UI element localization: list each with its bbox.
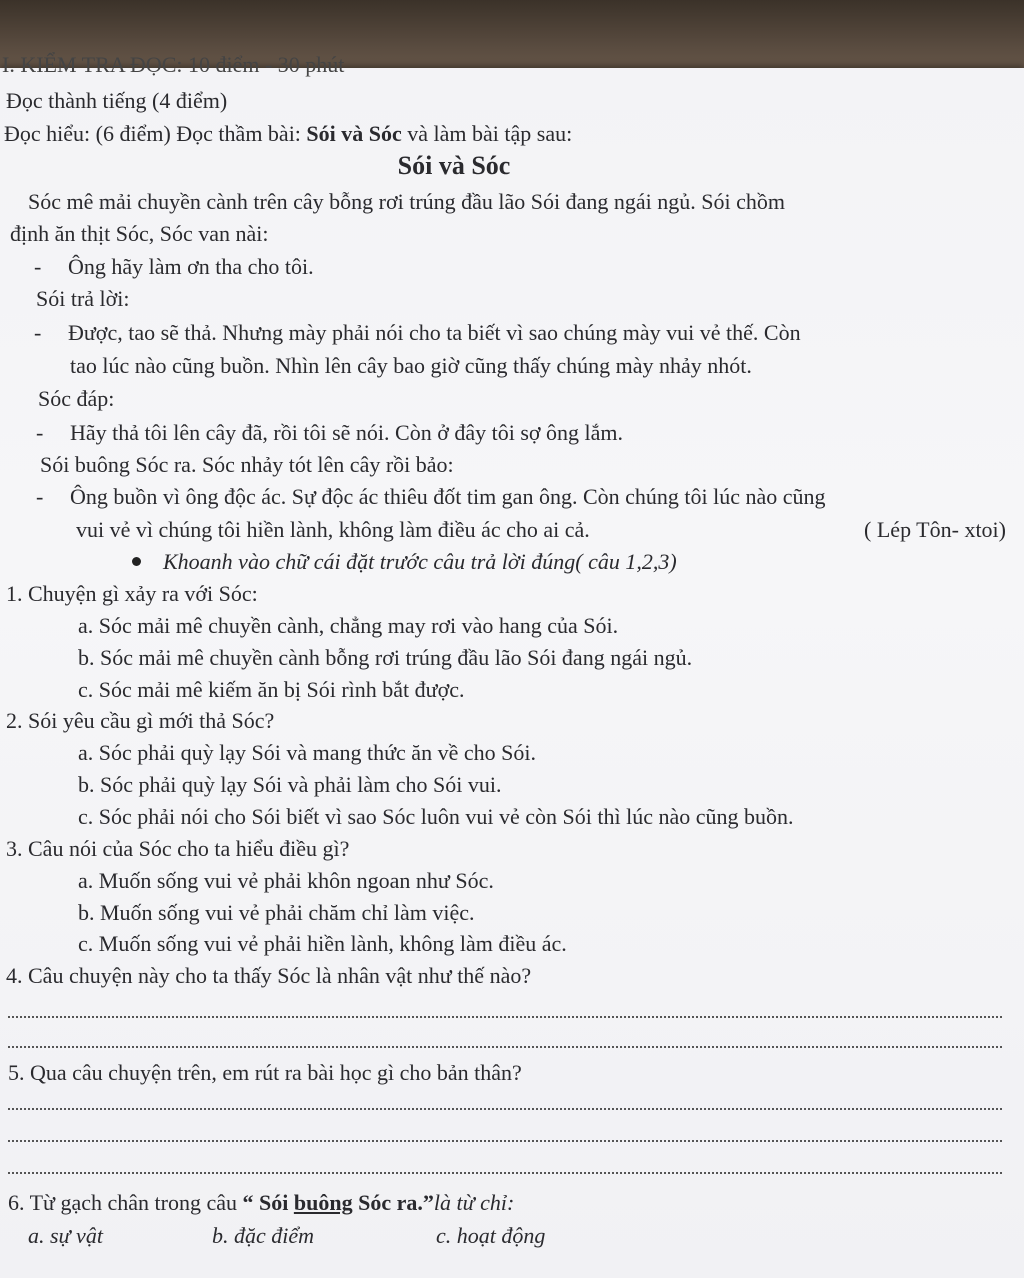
question-2-option-b[interactable]: b. Sóc phải quỳ lạy Sói và phải làm cho Sói vui. (78, 772, 502, 797)
dialogue-line: - Hãy thả tôi lên cây đã, rồi tôi sẽ nói. Còn ở đây tôi sợ ông lắm. (36, 420, 624, 445)
dialogue-line-cont: tao lúc nào cũng buồn. Nhìn lên cây bao giờ cũng thấy chúng mày nhảy nhót. (70, 353, 752, 378)
story-line: Sói buông Sóc ra. Sóc nhảy tót lên cây rồi bảo: (40, 452, 454, 477)
answer-line[interactable] (8, 1172, 1002, 1174)
cut-off-header: I. KIỂM TRA ĐỌC: 10 điểm - 30 phút (2, 52, 345, 77)
question-6-option-b[interactable]: b. đặc điểm (212, 1223, 315, 1248)
question-6-option-a[interactable]: a. sự vật (28, 1223, 103, 1248)
underlined-word: buông (293, 1190, 353, 1215)
question-3-option-a[interactable]: a. Muốn sống vui vẻ phải khôn ngoan như Sóc. (78, 868, 494, 893)
story-source: ( Lép Tôn- xtoi) (864, 517, 1006, 542)
question-3-option-b[interactable]: b. Muốn sống vui vẻ phải chăm chỉ làm việc. (78, 900, 475, 925)
reading-comprehension-line: Đọc hiểu: (6 điểm) Đọc thầm bài: Sói và Sóc và làm bài tập sau: (4, 121, 573, 146)
story-line: định ăn thịt Sóc, Sóc van nài: (10, 221, 269, 246)
bullet-icon (132, 557, 141, 566)
question-1-option-c[interactable]: c. Sóc mải mê kiếm ăn bị Sói rình bắt được. (78, 677, 465, 702)
story-line: Sóc mê mải chuyền cành trên cây bỗng rơi trúng đầu lão Sói đang ngái ngủ. Sói chồm (28, 189, 786, 214)
dialogue-line: - Ông hãy làm ơn tha cho tôi. (34, 254, 314, 279)
question-1-option-b[interactable]: b. Sóc mải mê chuyền cành bỗng rơi trúng đầu lão Sói đang ngái ngủ. (78, 645, 693, 670)
question-6: 6. Từ gạch chân trong câu “ Sói buông Sóc ra.”là từ chỉ: (8, 1190, 515, 1215)
question-2-option-c[interactable]: c. Sóc phải nói cho Sói biết vì sao Sóc luôn vui vẻ còn Sói thì lúc nào cũng buồn. (78, 804, 794, 829)
question-4: 4. Câu chuyện này cho ta thấy Sóc là nhân vật như thế nào? (6, 963, 532, 988)
answer-line[interactable] (8, 1046, 1002, 1048)
question-1-option-a[interactable]: a. Sóc mải mê chuyền cành, chẳng may rơi vào hang của Sói. (78, 613, 619, 638)
dialogue-line: - Ông buồn vì ông độc ác. Sự độc ác thiêu đốt tim gan ông. Còn chúng tôi lúc nào cũng (36, 484, 826, 509)
question-5: 5. Qua câu chuyện trên, em rút ra bài học gì cho bản thân? (8, 1060, 522, 1085)
dialogue-line: - Được, tao sẽ thả. Nhưng mày phải nói cho ta biết vì sao chúng mày vui vẻ thế. Còn (34, 320, 801, 345)
story-title: Sói và Sóc (397, 151, 511, 180)
question-2: 2. Sói yêu cầu gì mới thả Sóc? (6, 708, 275, 733)
dialogue-line-cont: vui vẻ vì chúng tôi hiền lành, không làm điều ác cho ai cả. ( Lép Tôn- xtoi) (76, 517, 1006, 542)
answer-line[interactable] (8, 1108, 1002, 1110)
question-3-option-c[interactable]: c. Muốn sống vui vẻ phải hiền lành, không làm điều ác. (78, 931, 567, 956)
instruction-line: Khoanh vào chữ cái đặt trước câu trả lời đúng( câu 1,2,3) (132, 549, 677, 575)
question-2-option-a[interactable]: a. Sóc phải quỳ lạy Sói và mang thức ăn về cho Sói. (78, 740, 536, 765)
story-line: Sói trả lời: (36, 286, 130, 311)
answer-line[interactable] (8, 1140, 1002, 1142)
question-1: 1. Chuyện gì xảy ra với Sóc: (6, 581, 258, 606)
story-line: Sóc đáp: (38, 386, 115, 411)
worksheet-paper (0, 52, 1024, 1278)
question-6-option-c[interactable]: c. hoạt động (436, 1223, 546, 1248)
reading-aloud-line: Đọc thành tiếng (4 điểm) (6, 88, 228, 113)
answer-line[interactable] (8, 1016, 1002, 1018)
question-3: 3. Câu nói của Sóc cho ta hiểu điều gì? (6, 836, 350, 861)
